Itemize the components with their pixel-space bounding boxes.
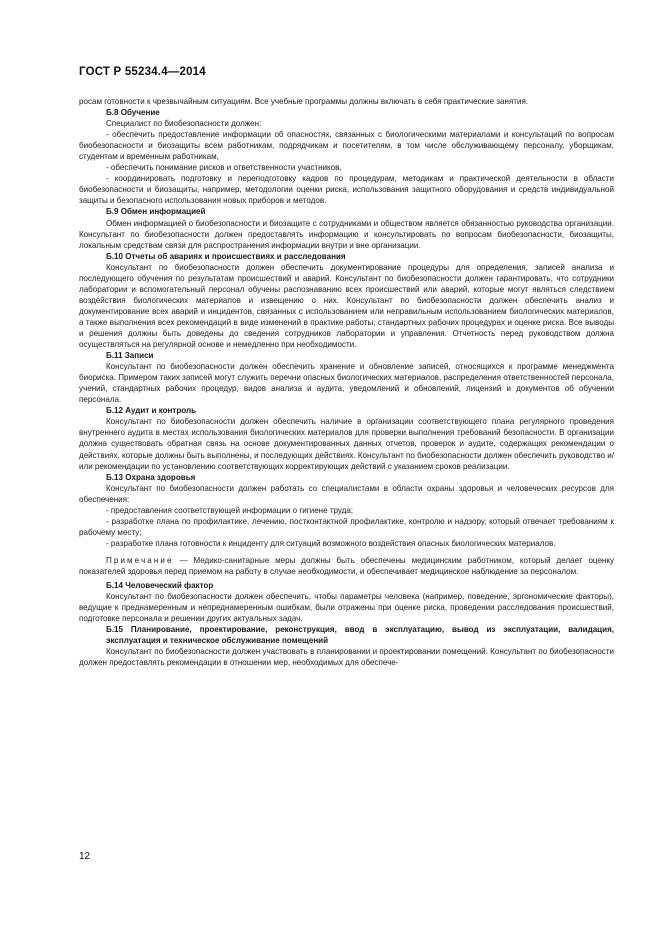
paragraph: Обмен информацией о биобезопасности и биозащите с сотрудниками и обществом является обязанностью руководства организации. Консультант по биобезопасности должен предоставлять информацию и консультировать по вопросам биобезопасности, биозащиты, локальным средствам связи для распространения информации внутри и вне организации. <box>79 218 614 250</box>
list-item: - предоставления соответствующей информации о гигиене труда; <box>106 505 354 515</box>
section-heading-b11: Б.11 Записи <box>106 351 154 361</box>
list-item: - координировать подготовку и переподготовку кадров по процедурам, методикам и практической деятельности в области биобезопасности и биозащиты, например, методологии оценки риска, использования защитного оборудования и средств индивидуальной защиты и безопасного использования новых приборов и методов. <box>79 174 614 206</box>
paragraph: Специалист по биобезопасности должен: <box>106 119 262 129</box>
note-text: — Медико-санитарные меры должны быть обеспечены медицинским работником, который делает оценку показателей здоровья перед приемом на работу в случае необходимости, и обеспечивает медицинское наблюдение за персоналом. <box>79 555 614 576</box>
paragraph: Консультант по биобезопасности должен обеспечить, чтобы параметры человека (например, поведение, эргономические факторы), ведущие к преднамеренным и непреднамеренным ошибкам, были отражены при оценке риска, проведении расследования происшествий, подготовке персонала и решении других актуальных задач. <box>79 592 614 624</box>
paragraph: Консультант по биобезопасности должен обеспечить документирование процедуры для определения, записей анализа и последующего обучения по результатам происшествий и аварий. Консультант по биобезопасности должен гарантировать, что сотрудники лаборатории и вспомогательный персонал обучены распознаванию всех происшествий или аварий, которые могут являться следствием воздействия биологических материалов и извещению о них. Консультант по биобезопасности должен обеспечить анализ и документирование всех аварий и инцидентов, связанных с использованием или неправильным использованием биологических материалов, а также выполнения всех рекомендаций в виде изменений в практике работы, стандартных рабочих процедурах и оценке риска. Все выводы и решения должны быть доведены до сведения сотрудников лаборатории и управления. Отчетность перед руководством должна осуществляться на регулярной основе и немедленно при необходимости. <box>79 262 614 350</box>
document-header: ГОСТ Р 55234.4—2014 <box>79 66 206 78</box>
list-item: - разработке плана по профилактике, лечению, постконтактной профилактике, контролю и надзору, который отвечает требованиям к рабочему месту; <box>79 516 614 537</box>
paragraph: Консультант по биобезопасности должен обеспечить наличие в организации соответствующего плана регулярного проведения внутреннего аудита в местах использования биологических материалов для проверки выполнения требований безопасности. В организации должна существовать обратная связь на основе документированных данных отчетов, проверок и аудите, содержащих рекомендации о действиях, которые должны быть выполнены, и последующих действиях. Консультант по биобезопасности должен обеспечить руководство и/или рекомендации по установлению соответствующих корректирующих действий с указанием сроков реализации. <box>79 417 614 471</box>
section-heading-b12: Б.12 Аудит и контроль <box>106 406 197 416</box>
list-item: - обеспечить понимание рисков и ответственности участников, <box>106 163 342 173</box>
paragraph: росам готовности к чрезвычайным ситуациям. Все учебные программы должны включать в себя практические занятия. <box>79 97 529 106</box>
list-item: - разработке плана готовности к инциденту для ситуаций возможного воздействия опасных биологических материалов. <box>106 538 556 548</box>
section-heading-b15: Б.15 Планирование, проектирование, реконструкция, ввод в эксплуатацию, вывод из эксплуатации, валидация, эксплуатация и техническое обслуживание помещений <box>106 625 614 646</box>
section-heading-b10: Б.10 Отчеты об авариях и происшествиях и расследования <box>106 251 346 261</box>
note-label: Примечание <box>106 555 174 565</box>
section-heading-b8: Б.8 Обучение <box>106 108 160 118</box>
spacer <box>79 549 614 552</box>
section-heading-b9: Б.9 Обмен информацией <box>106 207 206 217</box>
section-heading-b14: Б.14 Человеческий фактор <box>106 581 214 591</box>
paragraph: Консультант по биобезопасности должен обеспечить хранение и обновление записей, относящихся к программе менеджмента биориска. Примером таких записей могут служить перечни опасных биологических материалов, распределения ответственностей персонала, учений, стандартных рабочих процедур, видов анализа и аудита, уведомлений и обновлений, лицензий и документов об обучении персонала. <box>79 362 614 405</box>
document-body <box>79 96 614 668</box>
note <box>79 555 614 577</box>
page-number: 12 <box>79 851 91 862</box>
paragraph: Консультант по биобезопасности должен работать со специалистами в области охраны здоровья и человеческих ресурсов для обеспечения: <box>79 483 614 504</box>
list-item: - обеспечить предоставление информации об опасностях, связанных с биологическими материалами и консультаций по вопросам биобезопасности и биозащиты всем работникам, подрядчикам и посетителям, в том числе обслуживающему персоналу, уборщикам, студентам и временным работникам, <box>79 130 614 162</box>
section-heading-b13: Б.13 Охрана здоровья <box>106 472 196 482</box>
paragraph: Консультант по биобезопасности должен участвовать в планировании и проектировании помещений. Консультант по биобезопасности должен предоставлять рекомендации в отношении мер, необходимых для обеспече- <box>79 647 614 668</box>
